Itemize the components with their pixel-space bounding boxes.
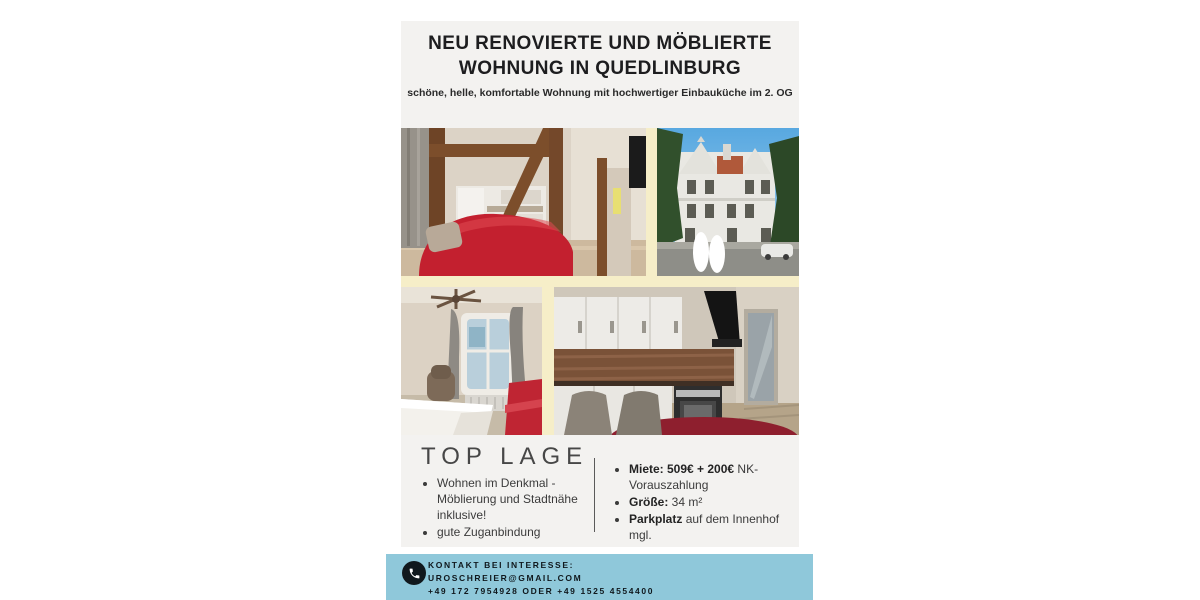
size-value: 34 m² bbox=[668, 495, 703, 509]
list-item: • Wohnen im Denkmal - Möblierung und Stadtnähe inklusive! bbox=[437, 475, 603, 523]
photo-living-room bbox=[401, 128, 646, 276]
top-lage-heading: TOP LAGE bbox=[421, 443, 589, 470]
location-bullet-list bbox=[421, 475, 603, 540]
rent-value: NK-Vorauszahlung bbox=[629, 462, 759, 492]
rent-label: Miete: 509€ + 200€ bbox=[629, 462, 735, 476]
contact-bar bbox=[386, 554, 813, 600]
contact-phone-numbers[interactable]: +49 172 7954928 ODER +49 1525 4554400 bbox=[428, 586, 655, 596]
details-right-column bbox=[613, 458, 793, 544]
size-label: Größe: bbox=[629, 495, 669, 509]
photo-building-exterior bbox=[657, 128, 799, 276]
contact-text bbox=[428, 559, 654, 598]
photo-bedroom bbox=[401, 287, 542, 435]
flyer-card bbox=[401, 21, 799, 547]
vertical-divider bbox=[594, 458, 595, 532]
list-item: • gute Zuganbindung bbox=[437, 524, 603, 540]
parking-label: Parkplatz bbox=[629, 512, 683, 526]
list-item-parking bbox=[629, 511, 793, 543]
photo-collage bbox=[401, 128, 799, 435]
details-left-column bbox=[421, 442, 603, 541]
page-subtitle: schöne, helle, komfortable Wohnung mit hochwertiger Einbauküche im 2. OG bbox=[407, 87, 793, 99]
list-item-rent bbox=[629, 461, 793, 493]
parking-value: auf dem Innenhof mgl. bbox=[629, 512, 780, 542]
photo-kitchen bbox=[554, 287, 799, 435]
page-title: NEU RENOVIERTE UND MÖBLIERTE WOHNUNG IN QUEDLINBURG bbox=[428, 33, 772, 79]
contact-heading: KONTAKT BEI INTERESSE: bbox=[428, 560, 575, 570]
phone-icon bbox=[402, 561, 426, 585]
contact-email[interactable]: UROSCHREIER@GMAIL.COM bbox=[428, 573, 583, 583]
list-item-size bbox=[629, 494, 793, 510]
pricing-bullet-list bbox=[613, 461, 793, 543]
